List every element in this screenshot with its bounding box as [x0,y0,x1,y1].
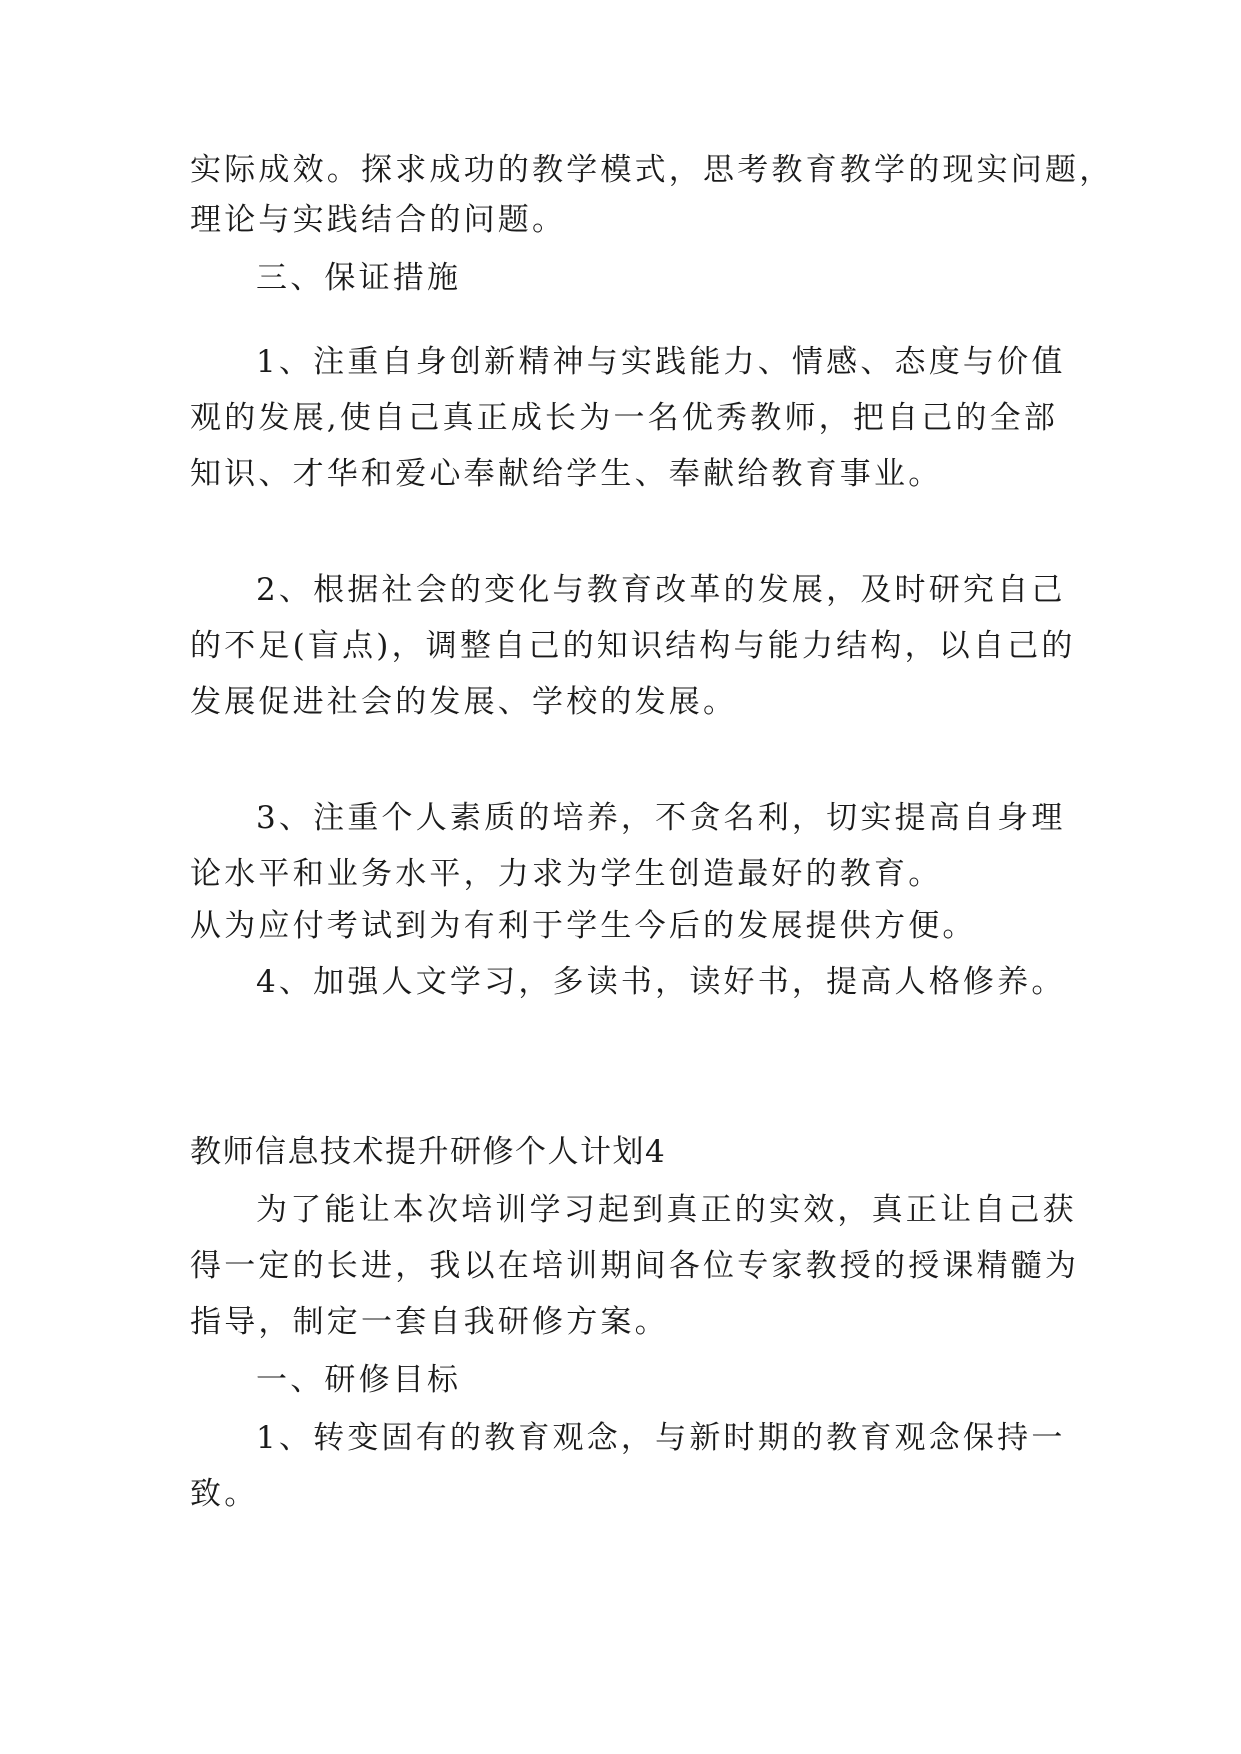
text-line: 实际成效。探求成功的教学模式，思考教育教学的现实问题， [190,152,1114,188]
text-line: 得一定的长进，我以在培训期间各位专家教授的授课精髓为 [190,1248,1080,1284]
text-line: 1、转变固有的教育观念，与新时期的教育观念保持一 [256,1420,1066,1456]
text-line: 观的发展,使自己真正成长为一名优秀教师，把自己的全部 [190,400,1059,436]
text-line: 知识、才华和爱心奉献给学生、奉献给教育事业。 [190,456,943,492]
text-line: 4、加强人文学习，多读书，读好书，提高人格修养。 [256,964,1066,1000]
text-line: 发展促进社会的发展、学校的发展。 [190,684,738,720]
text-line: 的不足(盲点)，调整自己的知识结构与能力结构，以自己的 [190,628,1076,664]
text-line: 指导，制定一套自我研修方案。 [190,1304,669,1340]
section-heading: 一、研修目标 [256,1362,462,1398]
section-heading: 三、保证措施 [256,260,462,296]
document-title: 教师信息技术提升研修个人计划4 [190,1134,667,1170]
text-line: 1、注重自身创新精神与实践能力、情感、态度与价值 [256,344,1066,380]
text-line: 论水平和业务水平，力求为学生创造最好的教育。 [190,856,943,892]
text-line: 从为应付考试到为有利于学生今后的发展提供方便。 [190,908,977,944]
text-line: 为了能让本次培训学习起到真正的实效，真正让自己获 [256,1192,1077,1228]
text-line: 致。 [190,1476,259,1512]
text-line: 2、根据社会的变化与教育改革的发展，及时研究自己 [256,572,1066,608]
text-line: 3、注重个人素质的培养，不贪名利，切实提高自身理 [256,800,1066,836]
text-line: 理论与实践结合的问题。 [190,202,567,238]
